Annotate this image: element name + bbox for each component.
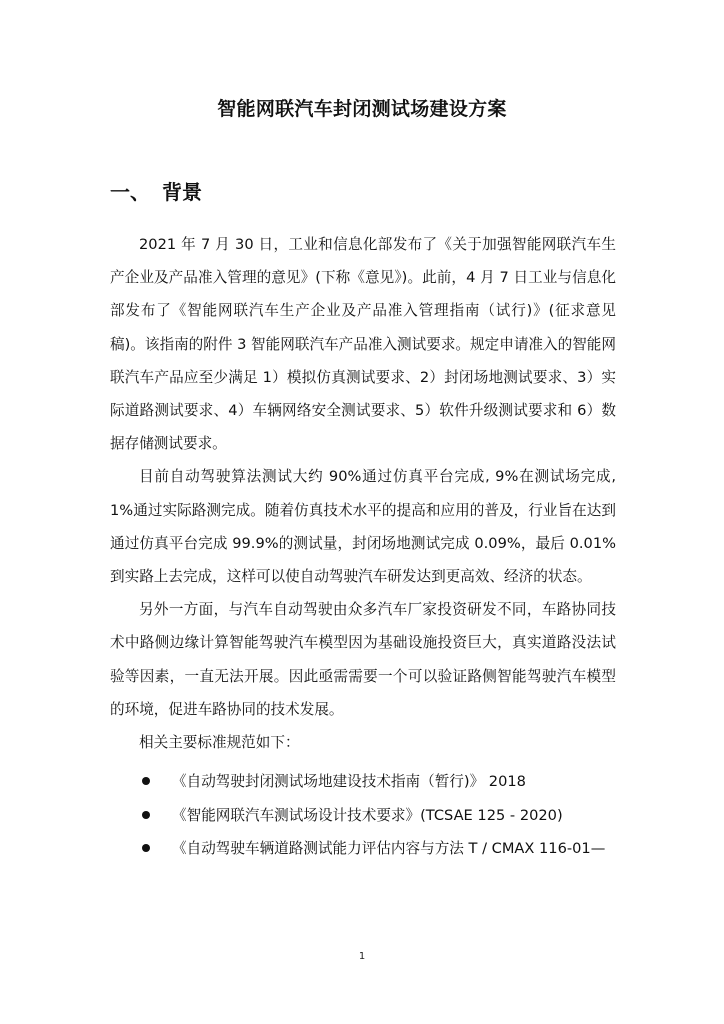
body-text [110,228,616,866]
paragraph-background-3: 另外一方面，与汽车自动驾驶由众多汽车厂家投资研发不同，车路协同技术中路侧边缘计算智能驾驶汽车模型因为基础设施投资巨大，真实道路没法试验等因素，一直无法开展。因此亟需需要一个可以验证路侧智能驾驶汽车模型的环境，促进车路协同的技术发展。 [110,601,616,718]
list-item [110,765,616,799]
standards-intro: 相关主要标准规范如下： [139,734,300,752]
document-title: 智能网联汽车封闭测试场建设方案 [217,98,507,120]
paragraph-background-2: 目前自动驾驶算法测试大约 90%通过仿真平台完成, 9%在测试场完成, 1%通过实际路测完成。随着仿真技术水平的提高和应用的普及，行业旨在达到通过仿真平台完成 99.9%的测试量，封闭场地测试完成 0.09%，最后 0.01%到实路上去完成，这样可以使自动驾驶汽车研发达到更高效、经济的状态。 [110,468,616,586]
bullet-icon [142,844,150,852]
bullet-icon [142,777,150,785]
list-item [110,832,616,866]
standard-text: 《智能网联汽车测试场设计技术要求》(TCSAE 125 - 2020) [172,806,563,824]
page-number: 1 [358,951,366,962]
bullet-icon [142,811,150,819]
section-heading-text: 背景 [162,180,202,204]
standard-text: 《自动驾驶封闭测试场地建设技术指南（暂行)》 2018 [172,773,526,791]
section-number: 一、 [110,180,150,204]
standard-text: 《自动驾驶车辆道路测试能力评估内容与方法 T / CMAX 116-01— [172,840,606,858]
paragraph-background-1: 2021 年 7 月 30 日，工业和信息化部发布了《关于加强智能网联汽车生产企业及产品准入管理的意见》(下称《意见》)。此前，4 月 7 日工业与信息化部发布了《智能网联汽车生产企业及产品准入管理指南（试行)》(征求意见稿)。该指南的附件 3 智能网联汽车产品准入测试要求。规定申请准入的智能网联汽车产品应至少满足 1）模拟仿真测试要求、2）封闭场地测试要求、3）实际道路测试要求、4）车辆网络安全测试要求、5）软件升级测试要求和 6）数据存储测试要求。 [110,236,616,453]
section-heading [110,176,202,205]
list-item [110,799,616,833]
standards-list [110,765,616,866]
